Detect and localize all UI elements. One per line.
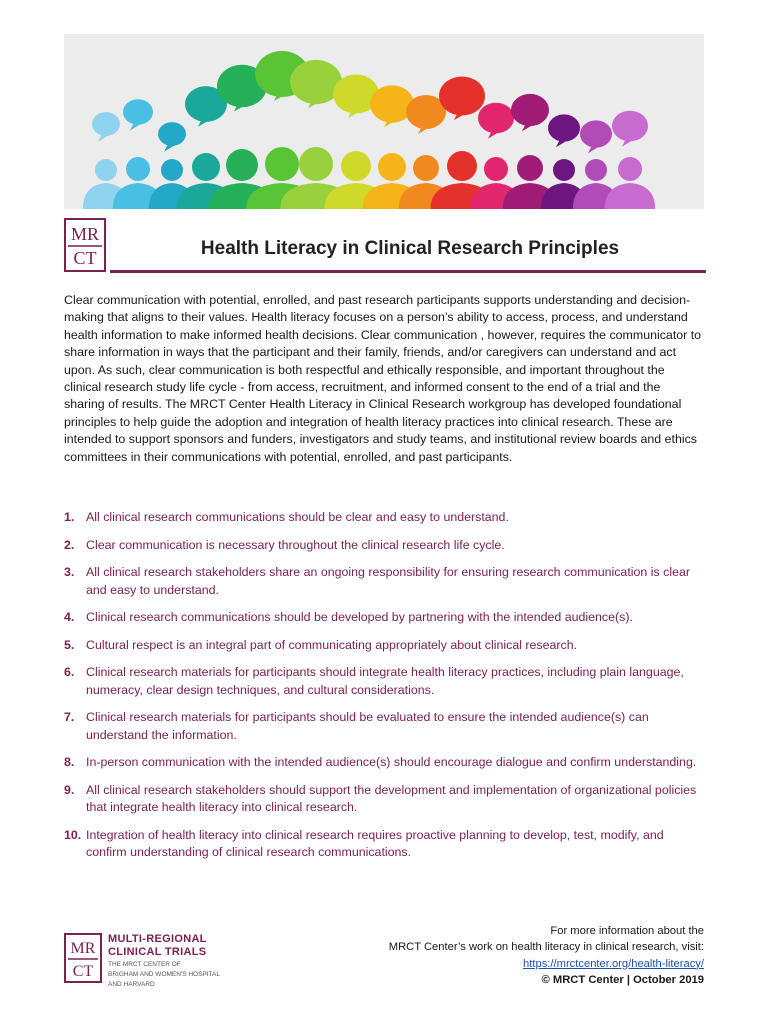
principle-item bbox=[64, 709, 704, 744]
svg-text:MR: MR bbox=[70, 940, 96, 957]
org-subtitle-line2: BRIGHAM AND WOMEN'S HOSPITAL bbox=[108, 971, 220, 978]
principle-text: All clinical research stakeholders should support the development and implementation of organizational policies that integrate health literacy into clinical research. bbox=[86, 782, 697, 814]
speech-bubble bbox=[612, 111, 648, 142]
principle-number: 6. bbox=[64, 665, 75, 679]
footer-info-line1: For more information about the bbox=[550, 925, 704, 937]
principle-number: 10. bbox=[64, 827, 82, 842]
principle-number: 9. bbox=[64, 782, 75, 797]
principle-item bbox=[64, 637, 704, 655]
person-head bbox=[553, 159, 575, 181]
principle-item bbox=[64, 609, 704, 627]
mrct-logo-icon bbox=[64, 933, 102, 983]
principle-text: All clinical research communications should be clear and easy to understand. bbox=[86, 510, 509, 524]
person-head bbox=[618, 157, 642, 181]
person-shoulders bbox=[605, 183, 655, 209]
intro-paragraph: Clear communication with potential, enrolled, and past research participants supports understanding and decision-making that aligns to their values. Health literacy focuses on a person’s ability to access, process, and understand health information to make informed health decisions. Clear communication , however, requires the communicator to share information in ways that the participant and their family, friends, and/or caregivers can understand and act upon. As such, clear communication is both respectful and ethically responsible, and important throughout the clinical research study life cycle - from access, recruitment, and informed consent to the end of a trial and the sharing of results. The MRCT Center Health Literacy in Clinical Research workgroup has developed foundational principles to help guide the adoption and integration of health literacy practices into clinical research. These are intended to support sponsors and funders, investigators and study teams, and institutional review boards and ethics committees in their communications with potential, enrolled, and past participants. bbox=[64, 293, 702, 464]
org-name-line2: CLINICAL TRIALS bbox=[108, 946, 207, 958]
principle-item bbox=[64, 537, 704, 555]
people-speech-bubbles-illustration bbox=[64, 34, 704, 209]
footer-info-line2: MRCT Center’s work on health literacy in clinical research, visit: bbox=[388, 941, 704, 954]
person-head bbox=[413, 155, 439, 181]
principle-item bbox=[64, 664, 704, 699]
person-head bbox=[378, 153, 406, 181]
header-banner-image bbox=[64, 34, 704, 209]
page-title: Health Literacy in Clinical Research Principles bbox=[200, 238, 620, 259]
speech-bubble bbox=[478, 103, 514, 134]
svg-text:CT: CT bbox=[73, 248, 97, 268]
person-head bbox=[517, 155, 543, 181]
svg-text:CT: CT bbox=[72, 963, 94, 980]
principle-number: 3. bbox=[64, 565, 75, 579]
speech-bubble bbox=[580, 120, 612, 147]
speech-bubble bbox=[548, 114, 580, 141]
svg-text:MR: MR bbox=[70, 224, 100, 244]
speech-bubble bbox=[123, 99, 153, 125]
person-head bbox=[484, 157, 508, 181]
mrct-logo-icon bbox=[64, 218, 106, 272]
person-head bbox=[265, 147, 299, 181]
person-head bbox=[226, 149, 258, 181]
person-head bbox=[161, 159, 183, 181]
org-name-line1: MULTI-REGIONAL bbox=[108, 933, 207, 945]
org-name-block bbox=[108, 933, 220, 989]
principle-item bbox=[64, 782, 704, 817]
person-head bbox=[341, 151, 371, 181]
speech-bubble bbox=[92, 112, 120, 136]
principle-text: Clear communication is necessary throughout the clinical research life cycle. bbox=[86, 537, 505, 552]
principle-text: Clinical research materials for participants should integrate health literacy practices, including plain language, numeracy, clear design techniques, and cultural considerations. bbox=[86, 665, 684, 697]
person-head bbox=[447, 151, 477, 181]
principle-text: Clinical research materials for participants should be evaluated to ensure the intended audience(s) can understand the information. bbox=[86, 710, 649, 742]
speech-bubble bbox=[511, 94, 549, 126]
person-head bbox=[192, 153, 220, 181]
principle-text: Cultural respect is an integral part of communicating appropriately about clinical research. bbox=[86, 637, 578, 652]
principle-text: Integration of health literacy into clinical research requires proactive planning to develop, test, modify, and confirm understanding of clinical research communications. bbox=[86, 827, 664, 859]
principle-number: 4. bbox=[64, 610, 75, 624]
person-head bbox=[299, 147, 333, 181]
principle-item bbox=[64, 564, 704, 599]
health-literacy-link[interactable]: https://mrctcenter.org/health-literacy/ bbox=[523, 957, 704, 970]
principle-text: In-person communication with the intended audience(s) should encourage dialogue and confirm understanding. bbox=[86, 755, 697, 769]
person-head bbox=[95, 159, 117, 181]
speaking-person-icon bbox=[605, 111, 655, 209]
person-head bbox=[585, 159, 607, 181]
principle-number: 8. bbox=[64, 755, 75, 769]
principle-text: Clinical research communications should be developed by partnering with the intended audience(s). bbox=[86, 610, 633, 624]
org-subtitle-line3: AND HARVARD bbox=[108, 981, 155, 988]
principle-item bbox=[64, 509, 704, 527]
principle-item bbox=[64, 827, 704, 862]
principle-text: All clinical research stakeholders share an ongoing responsibility for ensuring research communication is clear and easy to understand. bbox=[86, 565, 690, 597]
principle-number: 2. bbox=[64, 537, 75, 552]
person-head bbox=[126, 157, 150, 181]
speech-bubble bbox=[158, 122, 186, 146]
principle-number: 5. bbox=[64, 637, 75, 652]
principle-number: 7. bbox=[64, 710, 75, 724]
speech-bubble bbox=[439, 76, 485, 115]
copyright-text: © MRCT Center | October 2019 bbox=[541, 973, 704, 986]
footer-info bbox=[389, 923, 704, 988]
org-subtitle-line1: THE MRCT CENTER OF bbox=[108, 961, 181, 968]
title-divider bbox=[110, 270, 706, 273]
principle-number: 1. bbox=[64, 510, 75, 524]
principle-item bbox=[64, 754, 704, 772]
principles-list bbox=[64, 509, 704, 872]
